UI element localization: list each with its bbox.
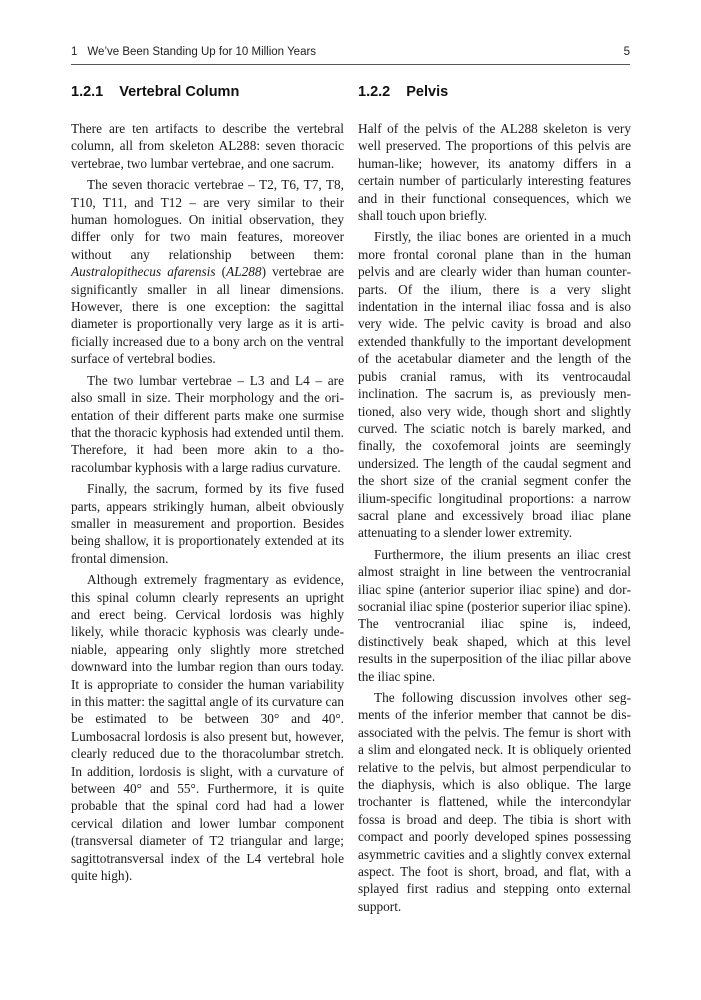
chapter-title: We’ve Been Standing Up for 10 Million Years — [87, 46, 317, 58]
running-head — [71, 46, 630, 65]
section-heading-vertebral-column — [71, 82, 344, 102]
chapter-number: 1 — [71, 46, 78, 58]
paragraph: There are ten artifacts to describe the vertebral column, all from skeleton AL288: seven thoracic vertebrae, two lumbar vertebrae, and one sacrum. — [71, 121, 344, 171]
section-number: 1.2.1 — [71, 84, 104, 100]
section-number: 1.2.2 — [358, 84, 391, 100]
paragraph: Finally, the sacrum, formed by its five fused parts, appears strikingly human, albeit obviously smaller in measurement and proportion. Besides being shallow, it is proportionately extended at its frontal dimension. — [71, 481, 344, 566]
paragraph-text: vertebrae are significantly smaller in all linear dimensions. However, there is one exception: the sagittal diameter is proportionally very large as it is artificially increased due to a bony arch on the ventral surface of vertebral bodies. — [71, 264, 344, 367]
running-head-chapter — [71, 46, 316, 58]
page-number: 5 — [623, 46, 630, 58]
left-column — [71, 82, 344, 884]
right-column — [358, 82, 631, 915]
paragraph: Firstly, the iliac bones are oriented in a much more frontal coronal plane than in the human pelvis and are clearly wider than human counterparts. Of the ilium, there is a very slight indentation in the internal iliac fossa and is also very wide. The pelvic cavity is broad and also extended thankfully to the important development of the acetabular diameter and the length of the pubis cranial ramus, with its ventrocaudal inclination. The sacrum is, as previously mentioned, also very wide, though short and slightly curved. The sciatic notch is barely marked, and finally, the coxofemoral joints are seemingly undersized. The length of the caudal segment and the short size of the cranial segment confer the ilium-specific longitudinal proportions: a narrow sacral plane and excessively broad iliac plane attenuating to a slender lower extremity. — [358, 229, 631, 541]
paragraph: The two lumbar vertebrae – L3 and L4 – are also small in size. Their morphology and the orientation of their different parts make one surmise that the thoracic kyphosis had extended until them. Therefore, it had been more akin to a thoracolumbar kyphosis with a large radius curvature. — [71, 372, 344, 475]
section-title: Vertebral Column — [119, 84, 240, 100]
species-name: Australopithecus afarensis — [71, 264, 216, 280]
paragraph: Although extremely fragmentary as evidence, this spinal column clearly represents an upright and erect being. Cervical lordosis was highly likely, while thoracic kyphosis was clearly undeniable, appearing only slightly more stretched downward into the lumbar region than ours today. It is appropriate to consider the human variability in this matter: the sagittal angle of its curvature can be estimated to be between 30° and 40°. Lumbosacral lordosis is also present but, however, clearly reduced due to the thoracolumbar stretch. In addition, lordosis is slight, with a curvature of between 40° and 55°. Furthermore, it is quite probable that the spinal cord had had a lower cervical dilation and lower lumbar component (transversal diameter of T2 triangular and large; sagittotransversal index of the L4 vertebral hole quite high). — [71, 572, 344, 884]
paragraph: Half of the pelvis of the AL288 skeleton is very well preserved. The proportions of this pelvis are human-like; however, its anatomy differs in a certain number of particularly interesting features and in their functional consequences, which we shall touch upon briefly. — [358, 121, 631, 224]
section-body — [358, 120, 631, 915]
paragraph: Furthermore, the ilium presents an iliac crest almost straight in line between the ventrocranial iliac spine (anterior superior iliac spine) and dorsocranial iliac spine (posterior superior iliac spine). The ventrocranial iliac spine is, indeed, distinctively beak shaped, which at this level results in the superposition of the iliac pillar above the iliac spine. — [358, 546, 631, 684]
section-title: Pelvis — [406, 84, 449, 100]
paragraph: The seven thoracic vertebrae – T2, T6, T7, T8, T10, T11, and T12 – are very similar to their human homologues. On initial observation, they differ only for two main features, moreover without any relationship between them: Australopithecus afarensis (AL288) vertebrae are significantly smaller in all linear dimensions. However, there is one exception: the sagittal diameter is proportionally very large as it is artificially increased due to a bony arch on the ventral surface of vertebral bodies. — [71, 177, 344, 367]
section-body — [71, 120, 344, 884]
specimen-name: AL288 — [226, 264, 262, 280]
paragraph-text: The seven thoracic vertebrae – T2, T6, T7, T8, T10, T11, and T12 – are very similar to their human homologues. On initial observation, they differ only for two main features, moreover without any relationship between them: — [71, 177, 344, 262]
section-heading-pelvis — [358, 82, 631, 102]
paragraph: The following discussion involves other segments of the inferior member that cannot be disassociated with the pelvis. The femur is short with a slim and elongated neck. It is obliquely oriented relative to the pelvis, but almost perpendicular to the diaphysis, which is also oblique. The large trochanter is flattened, while the intercondylar fossa is broad and deep. The tibia is short with compact and poorly developed spines possessing asymmetric cavities and a slightly convex external aspect. The foot is short, broad, and flat, with a splayed first radius and stepping onto external support. — [358, 690, 631, 914]
